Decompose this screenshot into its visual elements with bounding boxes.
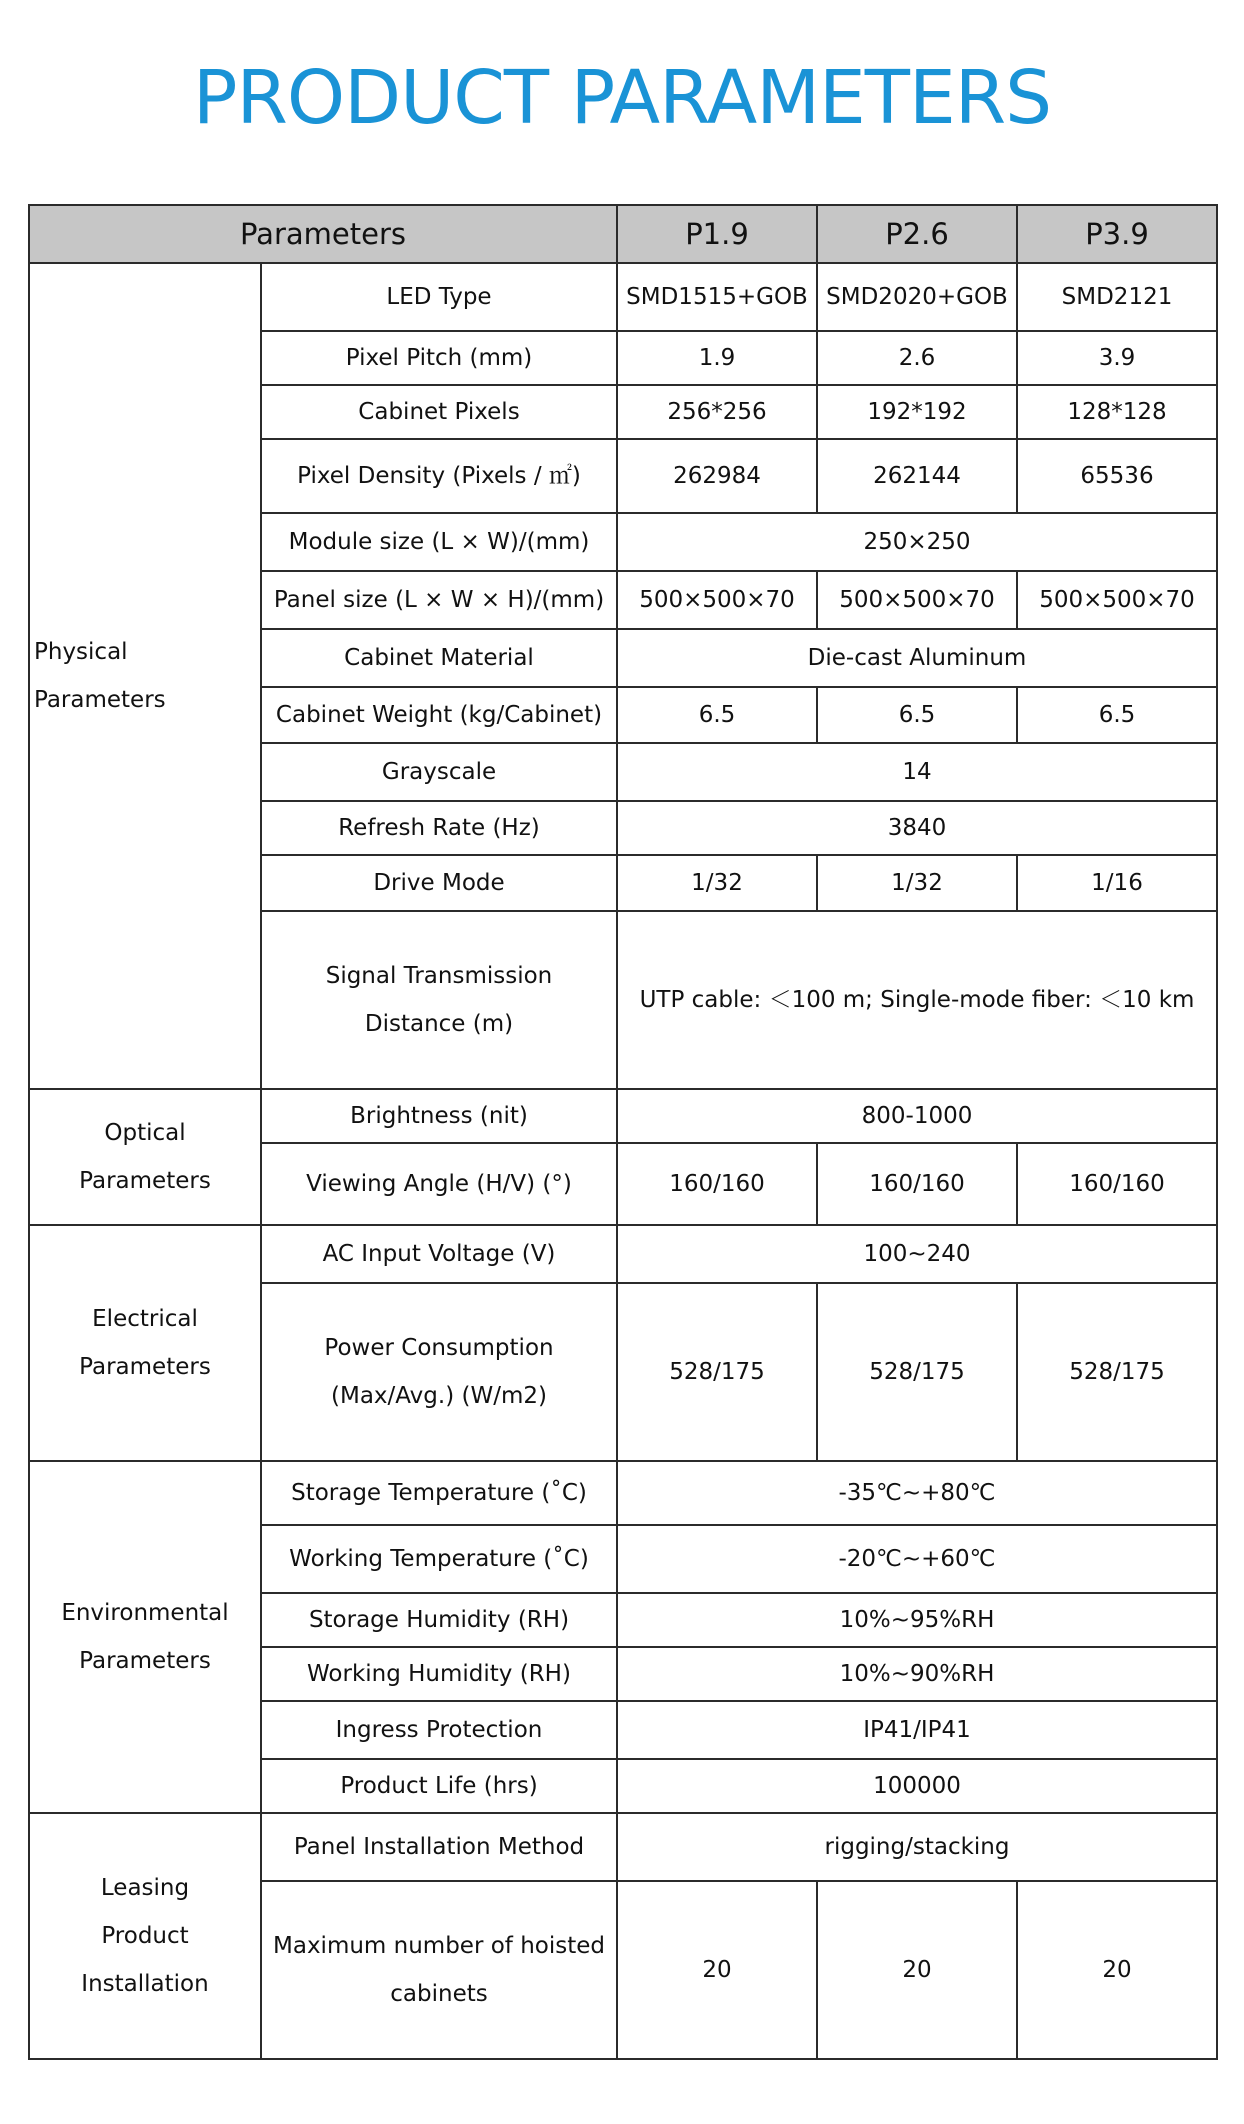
group-optical: Optical Parameters — [29, 1089, 261, 1225]
table-row — [29, 1225, 1217, 1283]
value-cell: SMD2121 — [1017, 263, 1217, 331]
value-cell: 1/32 — [617, 855, 817, 911]
param-label: Maximum number of hoisted cabinets — [261, 1881, 617, 2059]
value-cell: 6.5 — [617, 687, 817, 743]
value-cell: 192*192 — [817, 385, 1017, 439]
param-label: Viewing Angle (H/V) (°) — [261, 1143, 617, 1225]
value-cell: 1.9 — [617, 331, 817, 385]
page-title: PRODUCT PARAMETERS — [192, 55, 1052, 141]
value-cell: 20 — [617, 1881, 817, 2059]
param-label: Working Humidity (RH) — [261, 1647, 617, 1701]
value-cell: 800-1000 — [617, 1089, 1217, 1143]
param-label: Cabinet Material — [261, 629, 617, 687]
param-label: Cabinet Weight (kg/Cabinet) — [261, 687, 617, 743]
value-cell: 250×250 — [617, 513, 1217, 571]
value-cell: rigging/stacking — [617, 1813, 1217, 1881]
value-cell: 3.9 — [1017, 331, 1217, 385]
param-label: Product Life (hrs) — [261, 1759, 617, 1813]
value-cell: 1/16 — [1017, 855, 1217, 911]
value-cell: 160/160 — [817, 1143, 1017, 1225]
value-cell: 2.6 — [817, 331, 1017, 385]
value-cell: 500×500×70 — [1017, 571, 1217, 629]
value-cell: 528/175 — [617, 1283, 817, 1461]
param-label: Grayscale — [261, 743, 617, 801]
param-label: Pixel Density (Pixels / ㎡) — [261, 439, 617, 513]
param-label: Panel Installation Method — [261, 1813, 617, 1881]
param-label: Storage Temperature (˚C) — [261, 1461, 617, 1525]
table-row — [29, 1813, 1217, 1881]
value-cell: 160/160 — [617, 1143, 817, 1225]
value-cell: SMD2020+GOB — [817, 263, 1017, 331]
value-cell: 20 — [1017, 1881, 1217, 2059]
value-cell: 1/32 — [817, 855, 1017, 911]
value-cell: 500×500×70 — [617, 571, 817, 629]
param-label: Panel size (L × W × H)/(mm) — [261, 571, 617, 629]
table-row — [29, 1461, 1217, 1525]
value-cell: SMD1515+GOB — [617, 263, 817, 331]
group-environmental: Environmental Parameters — [29, 1461, 261, 1813]
spec-table — [28, 204, 1218, 2060]
param-label: Ingress Protection — [261, 1701, 617, 1759]
param-label: AC Input Voltage (V) — [261, 1225, 617, 1283]
value-cell: 256*256 — [617, 385, 817, 439]
param-label: Working Temperature (˚C) — [261, 1525, 617, 1593]
value-cell: 262144 — [817, 439, 1017, 513]
value-cell: 6.5 — [817, 687, 1017, 743]
value-cell: 500×500×70 — [817, 571, 1017, 629]
value-cell: 128*128 — [1017, 385, 1217, 439]
param-label: Cabinet Pixels — [261, 385, 617, 439]
param-label: LED Type — [261, 263, 617, 331]
value-cell: 262984 — [617, 439, 817, 513]
header-p2: P2.6 — [817, 205, 1017, 263]
value-cell: UTP cable: ＜100 m; Single-mode fiber: ＜10 km — [617, 911, 1217, 1089]
param-label: Pixel Pitch (mm) — [261, 331, 617, 385]
value-cell: 100~240 — [617, 1225, 1217, 1283]
value-cell: 10%~90%RH — [617, 1647, 1217, 1701]
value-cell: 20 — [817, 1881, 1017, 2059]
param-label: Power Consumption (Max/Avg.) (W/m2) — [261, 1283, 617, 1461]
group-leasing: Leasing Product Installation — [29, 1813, 261, 2059]
param-label: Signal Transmission Distance (m) — [261, 911, 617, 1089]
value-cell: 65536 — [1017, 439, 1217, 513]
group-electrical: Electrical Parameters — [29, 1225, 261, 1461]
group-physical: Physical Parameters — [29, 263, 261, 1089]
param-label: Module size (L × W)/(mm) — [261, 513, 617, 571]
table-row — [29, 1089, 1217, 1143]
param-label: Refresh Rate (Hz) — [261, 801, 617, 855]
value-cell: IP41/IP41 — [617, 1701, 1217, 1759]
value-cell: 160/160 — [1017, 1143, 1217, 1225]
value-cell: 3840 — [617, 801, 1217, 855]
value-cell: -35℃~+80℃ — [617, 1461, 1217, 1525]
value-cell: 528/175 — [1017, 1283, 1217, 1461]
param-label: Drive Mode — [261, 855, 617, 911]
header-p3: P3.9 — [1017, 205, 1217, 263]
value-cell: 528/175 — [817, 1283, 1017, 1461]
param-label: Brightness (nit) — [261, 1089, 617, 1143]
value-cell: Die-cast Aluminum — [617, 629, 1217, 687]
param-label: Storage Humidity (RH) — [261, 1593, 617, 1647]
value-cell: 10%~95%RH — [617, 1593, 1217, 1647]
header-p1: P1.9 — [617, 205, 817, 263]
table-row — [29, 263, 1217, 331]
value-cell: 6.5 — [1017, 687, 1217, 743]
value-cell: 100000 — [617, 1759, 1217, 1813]
header-parameters: Parameters — [29, 205, 617, 263]
table-header-row — [29, 205, 1217, 263]
value-cell: 14 — [617, 743, 1217, 801]
value-cell: -20℃~+60℃ — [617, 1525, 1217, 1593]
